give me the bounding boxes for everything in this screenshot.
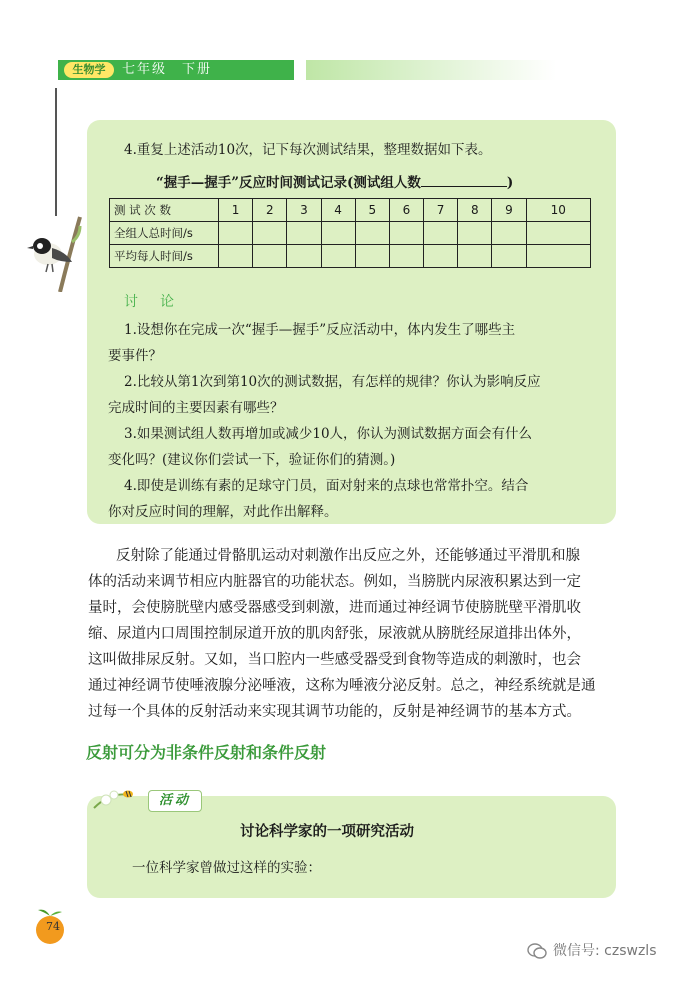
row-label-average-time: 平均每人时间/s	[110, 245, 219, 268]
question-1-line-1: 1.设想你在完成一次“握手—握手”反应活动中，体内发生了哪些主	[124, 322, 516, 338]
table-column-header: 1	[219, 199, 253, 222]
table-cell	[458, 222, 492, 245]
question-2-line-1: 2.比较从第1次到第10次的测试数据，有怎样的规律？你认为影响反应	[124, 374, 541, 390]
paragraph-line: 过每一个具体的反射活动来实现其调节功能的，反射是神经调节的基本方式。	[88, 704, 581, 720]
table-cell	[355, 222, 389, 245]
table-cell	[355, 245, 389, 268]
question-1-line-2: 要事件？	[108, 348, 162, 364]
question-2-line-2: 完成时间的主要因素有哪些？	[108, 400, 284, 416]
table-column-header: 4	[321, 199, 355, 222]
question-4-line-1: 4.即使是训练有素的足球守门员，面对射来的点球也常常扑空。结合	[124, 478, 529, 494]
table-cell	[526, 245, 590, 268]
table-cell	[321, 245, 355, 268]
table-cell	[389, 222, 423, 245]
table-cell	[492, 222, 526, 245]
table-cell	[253, 245, 287, 268]
group-size-blank	[421, 172, 507, 187]
watermark-text: 微信号: czswzls	[553, 943, 657, 959]
table-cell	[424, 222, 458, 245]
table-row	[110, 245, 591, 268]
reaction-time-table	[109, 198, 591, 268]
header-gradient-bar	[306, 60, 556, 80]
paragraph-line: 量时，会使膀胱壁内感受器感受到刺激，进而通过神经调节使膀胱壁平滑肌收	[88, 600, 581, 616]
table-row	[110, 222, 591, 245]
table-title	[156, 172, 513, 193]
table-column-header: 5	[355, 199, 389, 222]
table-cell	[287, 245, 321, 268]
subject-logo: 生物学	[64, 62, 114, 78]
paragraph-line: 这叫做排尿反射。又如，当口腔内一些感受器受到食物等造成的刺激时，也会	[88, 652, 581, 668]
table-title-end: )	[506, 175, 514, 191]
paragraph-line: 体的活动来调节相应内脏器官的功能状态。例如，当膀胱内尿液积累达到一定	[88, 574, 581, 590]
table-header-label: 测 试 次 数	[110, 199, 219, 222]
table-column-header: 6	[389, 199, 423, 222]
margin-rule	[55, 88, 57, 216]
table-cell	[424, 245, 458, 268]
question-3-line-1: 3.如果测试组人数再增加或减少10人，你认为测试数据方面会有什么	[124, 426, 533, 442]
table-cell	[458, 245, 492, 268]
discussion-title: 讨论	[124, 294, 196, 310]
table-cell	[287, 222, 321, 245]
activity-title: 讨论科学家的一项研究活动	[240, 823, 414, 840]
paragraph-line: 缩、尿道内口周围控制尿道开放的肌肉舒张，尿液就从膀胱经尿道排出体外，	[88, 626, 581, 642]
row-label-total-time: 全组人总时间/s	[110, 222, 219, 245]
table-cell	[219, 222, 253, 245]
table-column-header: 10	[526, 199, 590, 222]
table-column-header: 8	[458, 199, 492, 222]
table-cell	[253, 222, 287, 245]
wechat-icon	[527, 942, 547, 960]
table-cell	[492, 245, 526, 268]
paragraph-line: 通过神经调节使唾液腺分泌唾液，这称为唾液分泌反射。总之，神经系统就是通	[88, 678, 596, 694]
table-column-header: 9	[492, 199, 526, 222]
question-3-line-2: 变化吗？(建议你们尝试一下，验证你们的猜测。)	[108, 452, 396, 468]
table-column-header: 2	[253, 199, 287, 222]
table-title-text: “握手—握手”反应时间测试记录(测试组人数	[156, 175, 421, 191]
section-title: 反射可分为非条件反射和条件反射	[86, 743, 327, 762]
page-number: 74	[46, 920, 60, 933]
table-cell	[321, 222, 355, 245]
table-cell	[389, 245, 423, 268]
table-header-row	[110, 199, 591, 222]
paragraph-line: 反射除了能通过骨骼肌运动对刺激作出反应之外，还能够通过平滑肌和腺	[116, 548, 580, 564]
table-cell	[219, 245, 253, 268]
table-cell	[526, 222, 590, 245]
table-column-header: 3	[287, 199, 321, 222]
step-4-text: 4.重复上述活动10次，记下每次测试结果，整理数据如下表。	[124, 142, 492, 158]
watermark	[527, 940, 657, 960]
grade-label: 七年级 下册	[122, 62, 213, 77]
activity-text: 一位科学家曾做过这样的实验：	[132, 860, 321, 876]
bird-icon	[20, 212, 82, 292]
table-column-header: 7	[424, 199, 458, 222]
activity-label: 活动	[148, 790, 202, 812]
question-4-line-2: 你对反应时间的理解，对此作出解释。	[108, 504, 338, 520]
